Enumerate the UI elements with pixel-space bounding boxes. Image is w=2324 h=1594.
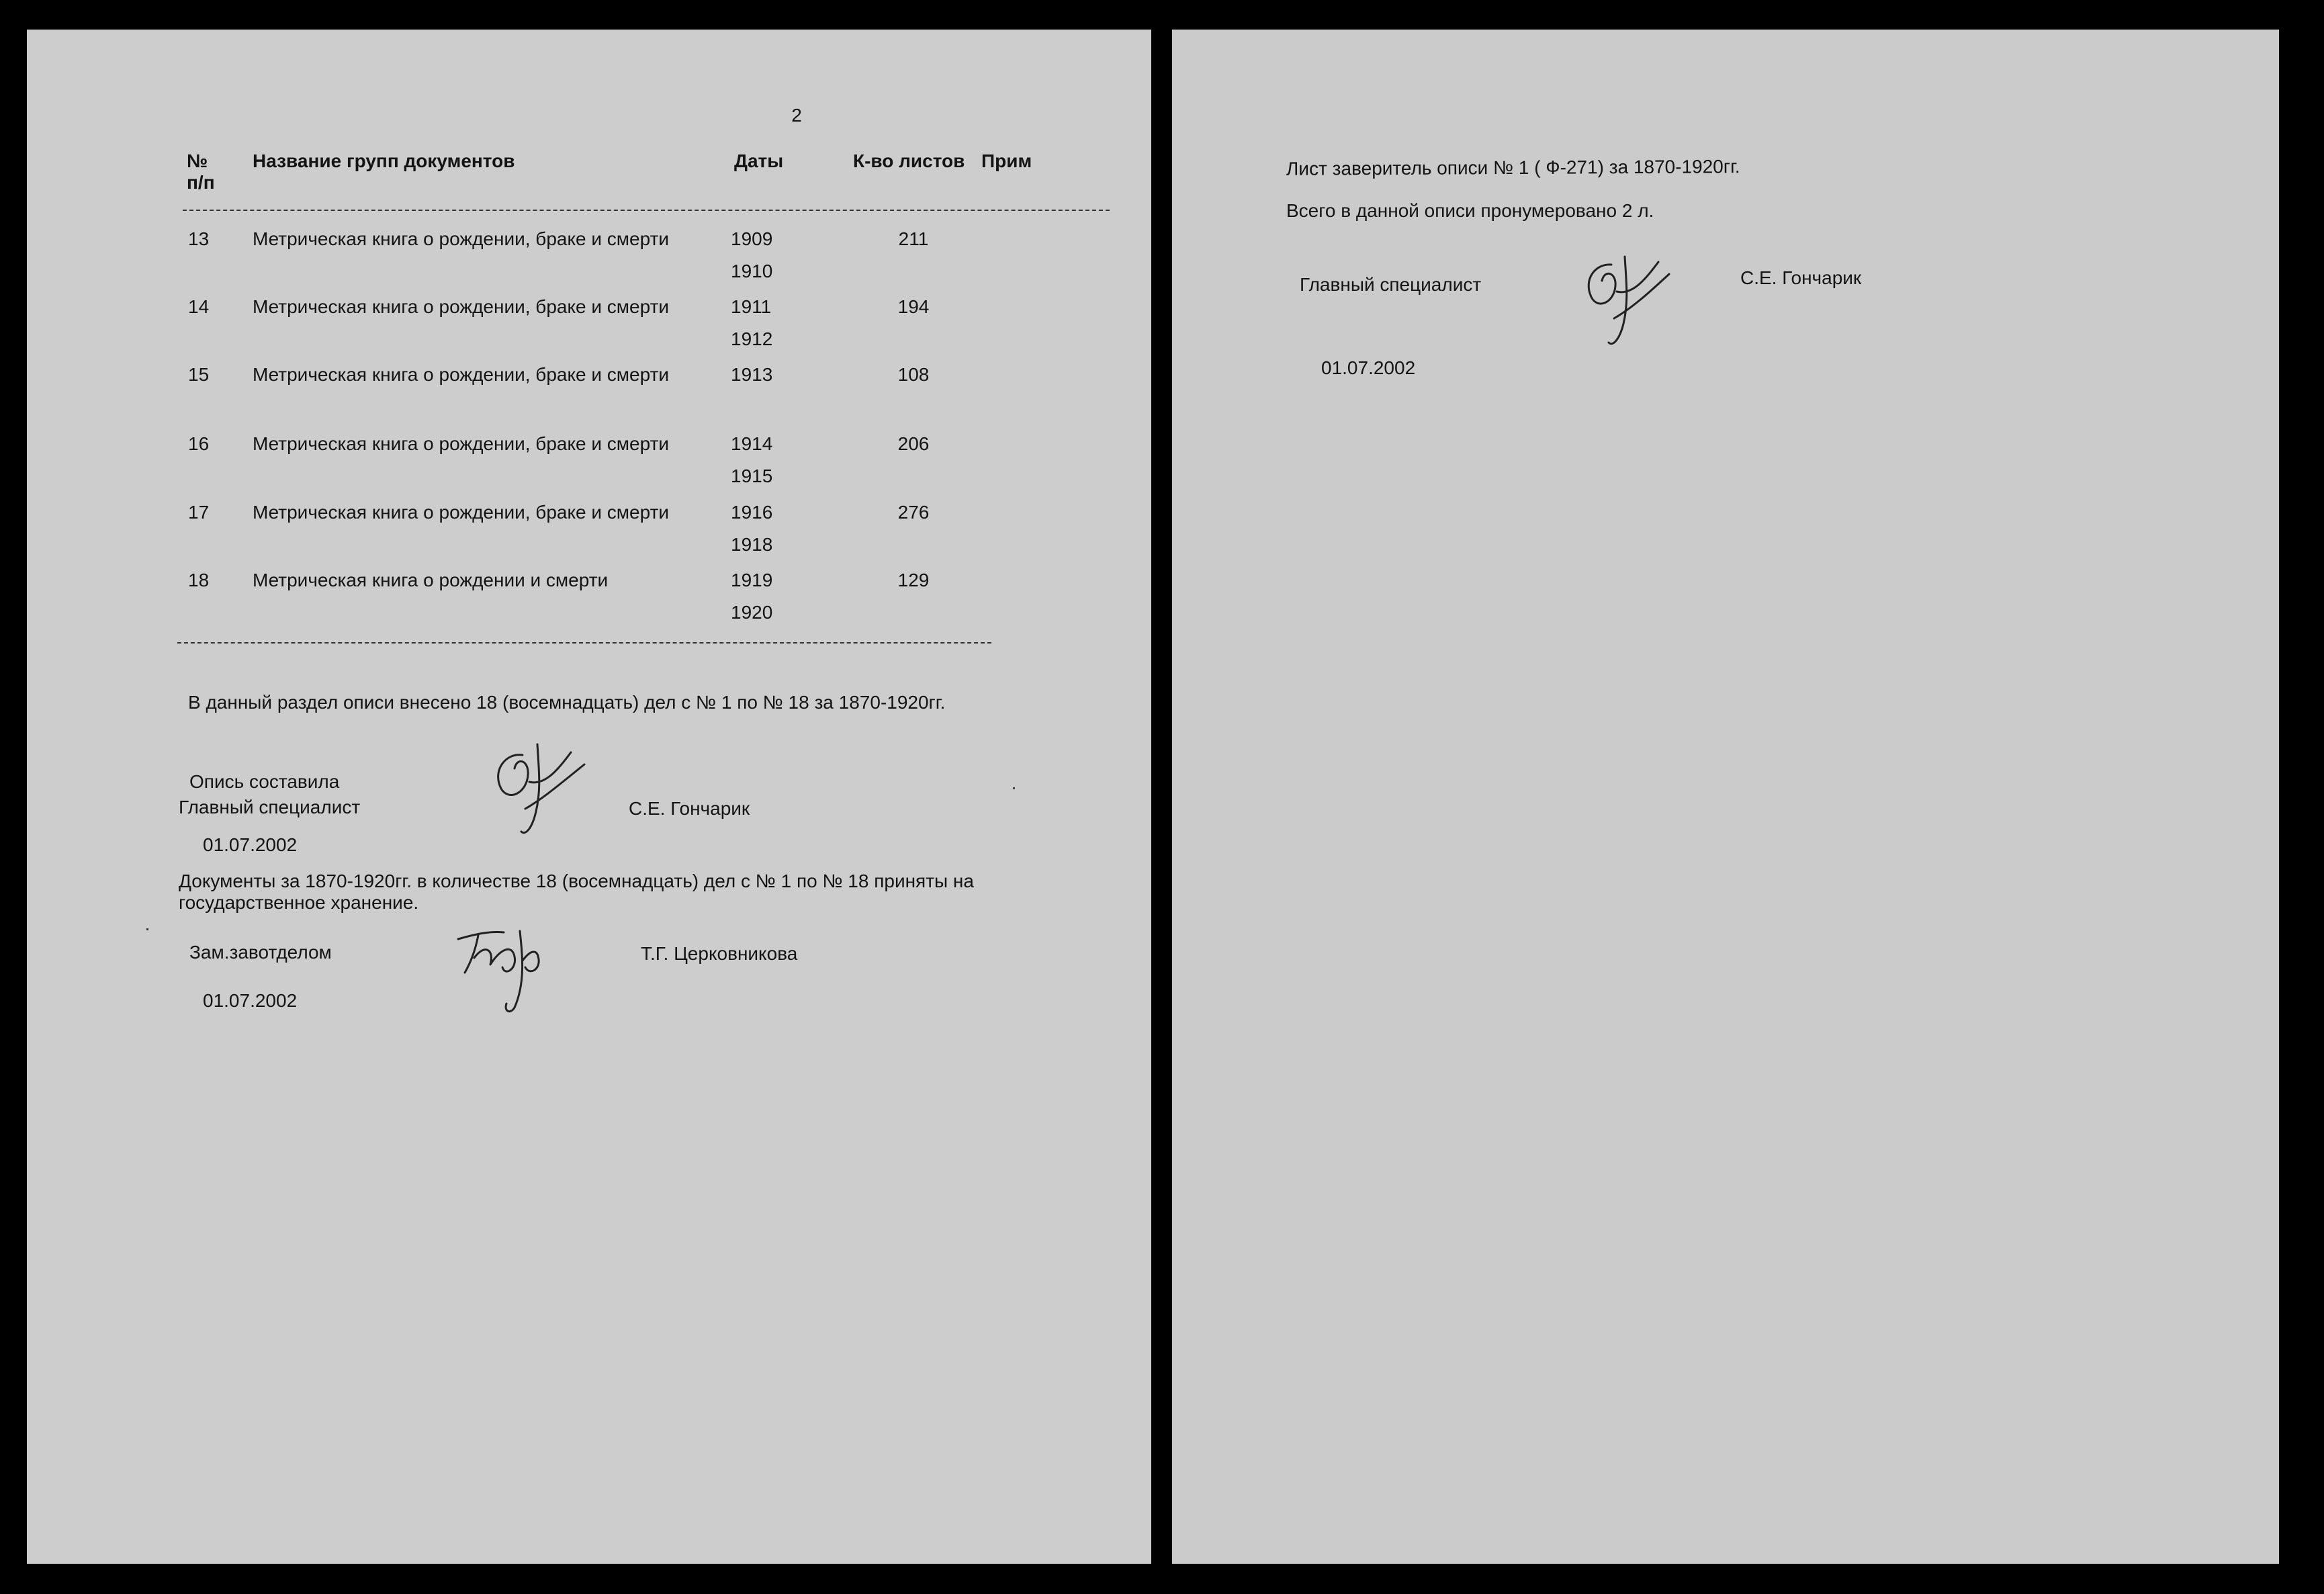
row-num: 13 — [188, 228, 210, 249]
accepted-date: 01.07.2002 — [203, 990, 298, 1011]
row-date-start: 1919 — [731, 570, 773, 590]
scan-speck — [146, 928, 148, 930]
table-end-divider — [177, 642, 991, 644]
compiler-name: С.Е. Гончарик — [629, 798, 750, 819]
row-date-end: 1910 — [731, 261, 773, 281]
row-num: 18 — [188, 570, 210, 590]
row-date-start: 1909 — [731, 228, 773, 249]
certification-line1: Лист заверитель описи № 1 ( Ф-271) за 1870-1920гг. — [1286, 156, 1740, 179]
inventory-page-left — [27, 30, 1151, 1564]
certification-date: 01.07.2002 — [1321, 357, 1416, 378]
scan-speck — [1013, 787, 1015, 789]
row-date-end: 1918 — [731, 534, 773, 555]
row-num: 17 — [188, 502, 210, 523]
header-title: Название групп документов — [253, 150, 515, 171]
row-title: Метрическая книга о рождении, браке и смерти — [253, 296, 670, 317]
row-date-start: 1911 — [731, 296, 772, 317]
row-num: 15 — [188, 364, 210, 385]
signature-compiler-icon — [484, 728, 591, 842]
row-num: 16 — [188, 433, 210, 454]
row-sheets: 206 — [897, 433, 930, 454]
row-sheets: 276 — [897, 502, 930, 523]
acceptor-position: Зам.завотделом — [189, 942, 332, 963]
header-dates: Даты — [734, 150, 784, 171]
certification-line2: Всего в данной описи пронумеровано 2 л. — [1286, 200, 1654, 221]
page-number: 2 — [791, 105, 802, 126]
compiled-label: Опись составила — [189, 771, 340, 792]
header-sheets: К-во листов — [853, 150, 965, 171]
compiler-position: Главный специалист — [179, 797, 361, 817]
row-title: Метрическая книга о рождении, браке и смерти — [253, 433, 670, 454]
signature-certifier-icon — [1575, 245, 1676, 359]
row-date-start: 1914 — [731, 433, 773, 454]
header-num-line1: № — [187, 150, 208, 171]
row-date-end: 1915 — [731, 466, 773, 486]
row-date-end: 1920 — [731, 602, 773, 623]
compiled-date: 01.07.2002 — [203, 834, 298, 855]
certifier-name: С.Е. Гончарик — [1740, 267, 1862, 288]
row-title: Метрическая книга о рождении и смерти — [253, 570, 609, 590]
row-title: Метрическая книга о рождении, браке и смерти — [253, 502, 670, 523]
row-title: Метрическая книга о рождении, браке и смерти — [253, 364, 670, 385]
row-date-start: 1913 — [731, 364, 773, 385]
certifier-position: Главный специалист — [1300, 274, 1482, 295]
row-date-start: 1916 — [731, 502, 773, 523]
row-date-end: 1912 — [731, 328, 773, 349]
row-sheets: 194 — [897, 296, 930, 317]
row-num: 14 — [188, 296, 210, 317]
summary-text: В данный раздел описи внесено 18 (восемнадцать) дел с № 1 по № 18 за 1870-1920гг. — [188, 692, 946, 713]
certification-page-right — [1172, 30, 2279, 1564]
header-note: Прим — [981, 150, 1032, 171]
row-title: Метрическая книга о рождении, браке и смерти — [253, 228, 670, 249]
acceptance-line2: государственное хранение. — [179, 892, 419, 913]
acceptance-line1: Документы за 1870-1920гг. в количестве 18 (восемнадцать) дел с № 1 по № 18 приняты на — [179, 871, 974, 891]
acceptor-name: Т.Г. Церковникова — [641, 943, 798, 964]
row-sheets: 211 — [898, 228, 929, 249]
header-num-line2: п/п — [187, 172, 215, 193]
header-divider — [183, 210, 1110, 211]
signature-acceptor-icon — [450, 903, 571, 1017]
row-sheets: 129 — [897, 570, 930, 590]
row-sheets: 108 — [897, 364, 930, 385]
